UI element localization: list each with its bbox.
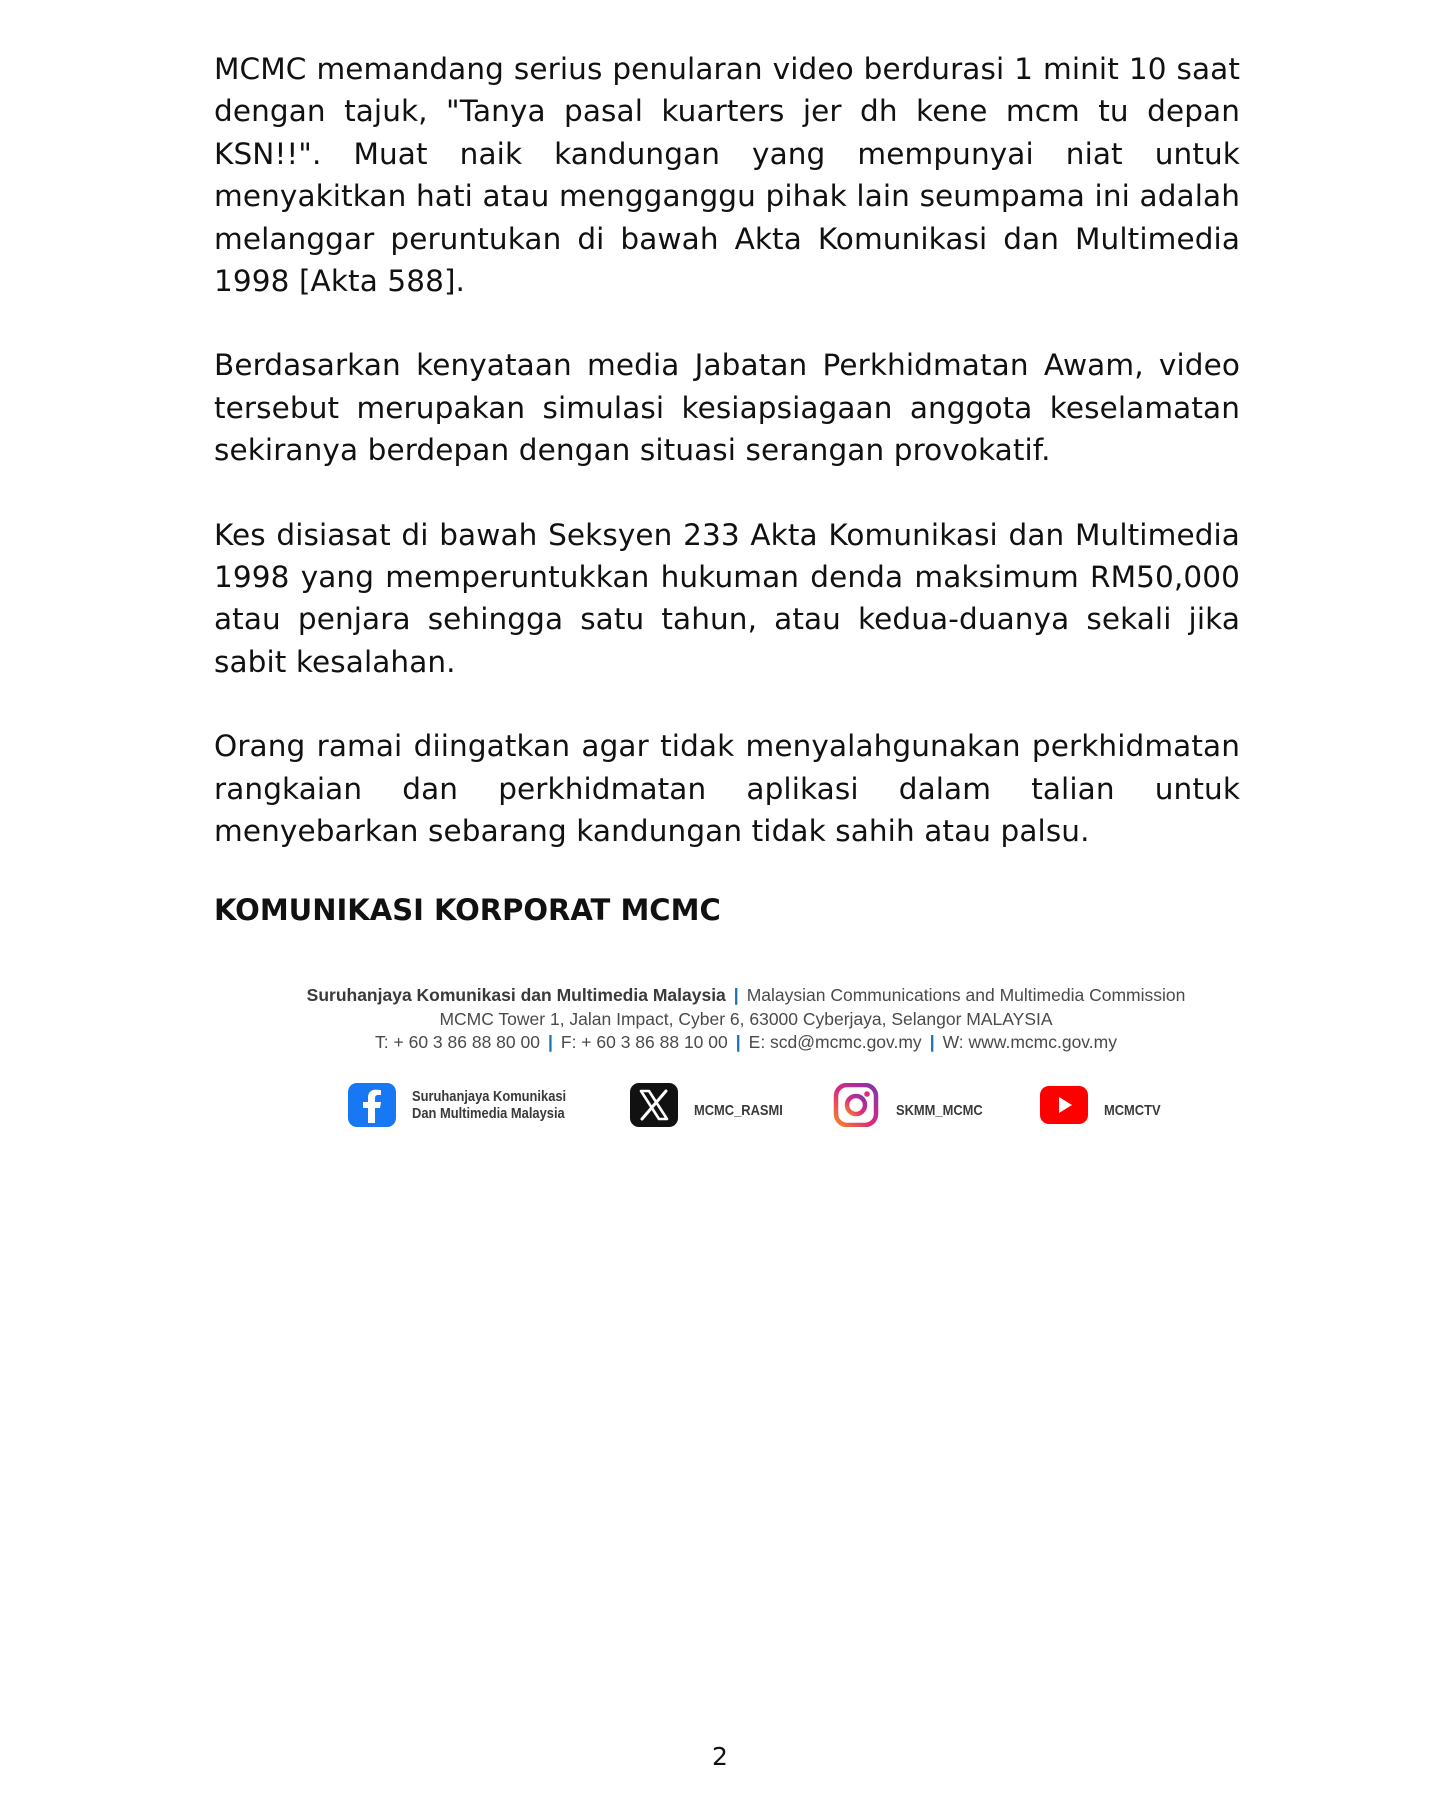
paragraph-investigation: Kes disiasat di bawah Seksyen 233 Akta Komunikasi dan Multimedia 1998 yang memperuntukkan hukuman denda maksimum RM50,000 atau penjara sehingga satu tahun, atau kedua-duanya sekali jika sabit kesalahan. (214, 517, 1240, 679)
footer-website-link[interactable]: W: www.mcmc.gov.my (942, 1032, 1117, 1052)
footer-contact-line (240, 1031, 1252, 1055)
press-release-body (214, 48, 1240, 895)
footer-address: MCMC Tower 1, Jalan Impact, Cyber 6, 63000 Cyberjaya, Selangor MALAYSIA (439, 1008, 1053, 1029)
paragraph-video-statement: MCMC memandang serius penularan video berdurasi 1 minit 10 saat dengan tajuk, "Tanya pasal kuarters jer dh kene mcm tu depan KSN!!". Muat naik kandungan yang mempunyai niat untuk menyakitkan hati atau mengganggu pihak lain seumpama ini adalah melanggar peruntukan di bawah Akta Komunikasi dan Multimedia 1998 [Akta 588]. (214, 52, 1240, 299)
social-x[interactable] (630, 1080, 797, 1130)
footer-separator: | (733, 985, 739, 1005)
footer-email-link[interactable]: E: scd@mcmc.gov.my (748, 1032, 922, 1052)
footer-org-line (240, 984, 1252, 1008)
social-facebook[interactable] (348, 1080, 591, 1130)
org-name-english: Malaysian Communications and Multimedia Commission (746, 985, 1186, 1005)
paragraph-jpa-statement: Berdasarkan kenyataan media Jabatan Perkhidmatan Awam, video tersebut merupakan simulasi kesiapsiagaan anggota keselamatan sekiranya berdepan dengan situasi serangan provokatif. (214, 348, 1240, 468)
social-media-row (0, 1080, 1440, 1130)
facebook-label: Suruhanjaya Komunikasi Dan Multimedia Malaysia (412, 1088, 567, 1122)
youtube-handle: MCMCTV (1104, 1102, 1161, 1119)
youtube-icon (1040, 1086, 1088, 1124)
footer-separator: | (735, 1032, 741, 1052)
org-name-malay: Suruhanjaya Komunikasi dan Multimedia Malaysia (306, 985, 726, 1005)
x-icon (630, 1083, 678, 1127)
paragraph-public-reminder: Orang ramai diingatkan agar tidak menyalahgunakan perkhidmatan rangkaian dan perkhidmatan aplikasi dalam talian untuk menyebarkan sebarang kandungan tidak sahih atau palsu. (214, 729, 1240, 849)
footer-telephone: T: + 60 3 86 88 80 00 (375, 1032, 540, 1052)
social-instagram[interactable] (832, 1080, 997, 1130)
footer-separator: | (547, 1032, 553, 1052)
x-handle: MCMC_RASMI (694, 1102, 783, 1119)
footer-separator: | (929, 1032, 935, 1052)
instagram-icon (832, 1083, 880, 1127)
footer-fax: F: + 60 3 86 88 10 00 (560, 1032, 728, 1052)
facebook-icon (348, 1083, 396, 1127)
social-youtube[interactable] (1040, 1080, 1170, 1130)
instagram-handle: SKMM_MCMC (896, 1102, 983, 1119)
letterhead-footer (240, 984, 1252, 1055)
page-number: 2 (712, 1742, 728, 1771)
signoff-komunikasi-korporat: KOMUNIKASI KORPORAT MCMC (214, 893, 721, 927)
